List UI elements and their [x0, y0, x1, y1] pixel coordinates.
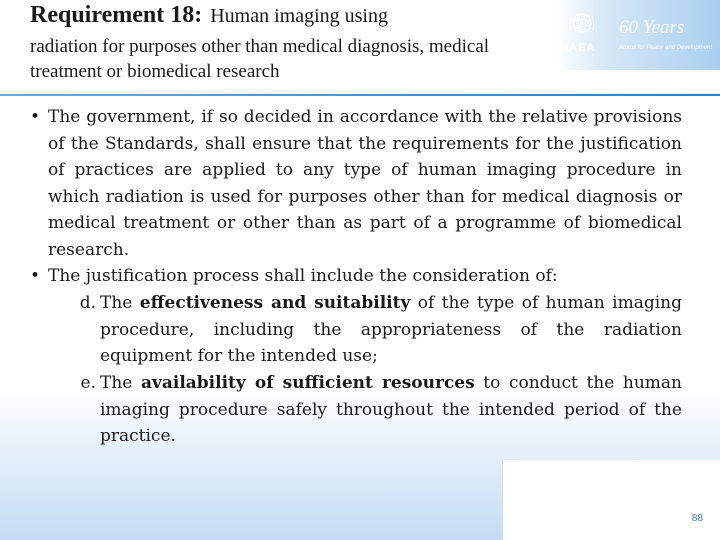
sub-item-emphasis: effectiveness and suitability: [139, 293, 411, 313]
sub-item-emphasis: availability of sufficient resources: [140, 373, 475, 393]
sub-item-e: [80, 370, 682, 450]
iaea-wordmark: IAEA: [565, 42, 596, 54]
bullet-item-2: [29, 263, 682, 290]
slide-title: [30, 2, 388, 29]
bullet-text: The justification process shall include the consideration of:: [48, 266, 558, 286]
bullet-dot: •: [29, 266, 41, 286]
iaea-logo-banner: [555, 0, 720, 70]
requirement-title-start: Human imaging using: [210, 5, 388, 27]
sub-item-d: [79, 290, 683, 370]
un-emblem-icon: [567, 8, 597, 38]
sub-item-text-pre: The: [100, 373, 141, 393]
sub-item-letter: d.: [79, 293, 96, 313]
sub-item-text-post: to conduct the human imaging procedure safely throughout the intended period of the practice.: [100, 373, 682, 446]
anniversary-text: 60 Years: [619, 17, 685, 38]
page-number: 88: [691, 513, 703, 524]
bullet-item-1: [29, 104, 682, 263]
requirement-title-rest: radiation for purposes other than medical diagnosis, medical treatment or biomedical research: [30, 36, 490, 82]
sub-item-letter: e.: [80, 373, 96, 393]
sub-item-text-post: of the type of human imaging procedure, including the appropriateness of the radiation equipment for the intended use;: [100, 293, 683, 366]
footer-panel: [502, 460, 720, 540]
sub-item-text-pre: The: [100, 293, 140, 313]
logo-tagline: Atoms for Peace and Development: [619, 45, 713, 51]
bullet-text: The government, if so decided in accordance with the relative provisions of the Standards, shall ensure that the requirements for the justification of practices are applied to any type of human imaging procedure in which radiation is used for purposes other than for medical diagnosis or medical treatment or other than as part of a programme of biomedical research.: [48, 107, 682, 260]
slide-header: [0, 0, 720, 90]
requirement-label: Requirement 18:: [30, 2, 203, 28]
bullet-dot: •: [29, 107, 41, 127]
